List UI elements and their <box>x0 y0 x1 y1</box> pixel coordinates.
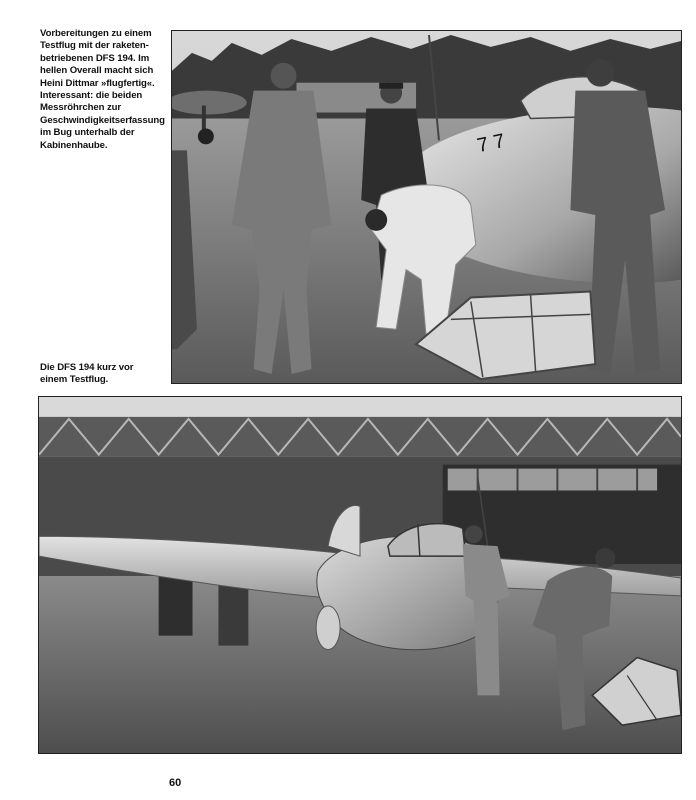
photo-dfs194-before-flight <box>38 396 682 754</box>
photo-dfs194-before-flight-image <box>39 397 681 753</box>
fuselage-marking: 7 7 <box>475 129 507 158</box>
photo-caption-top: Vorbereitungen zu einem Testflug mit der raketen- betriebenen DFS 194. Im hellen Overall macht sich Heini Dittmar »flugfertig«. Interessant: die beiden Messröhrchen zur Geschwindigkeitserfassung im Bug unterhalb der Kabinenhaube. <box>40 28 165 151</box>
photo-caption-bottom: Die DFS 194 kurz vor einem Testflug. <box>40 362 134 386</box>
page-number: 60 <box>169 777 182 789</box>
photo-dfs194-preparation-image <box>172 31 681 383</box>
photo-dfs194-preparation <box>171 30 682 384</box>
